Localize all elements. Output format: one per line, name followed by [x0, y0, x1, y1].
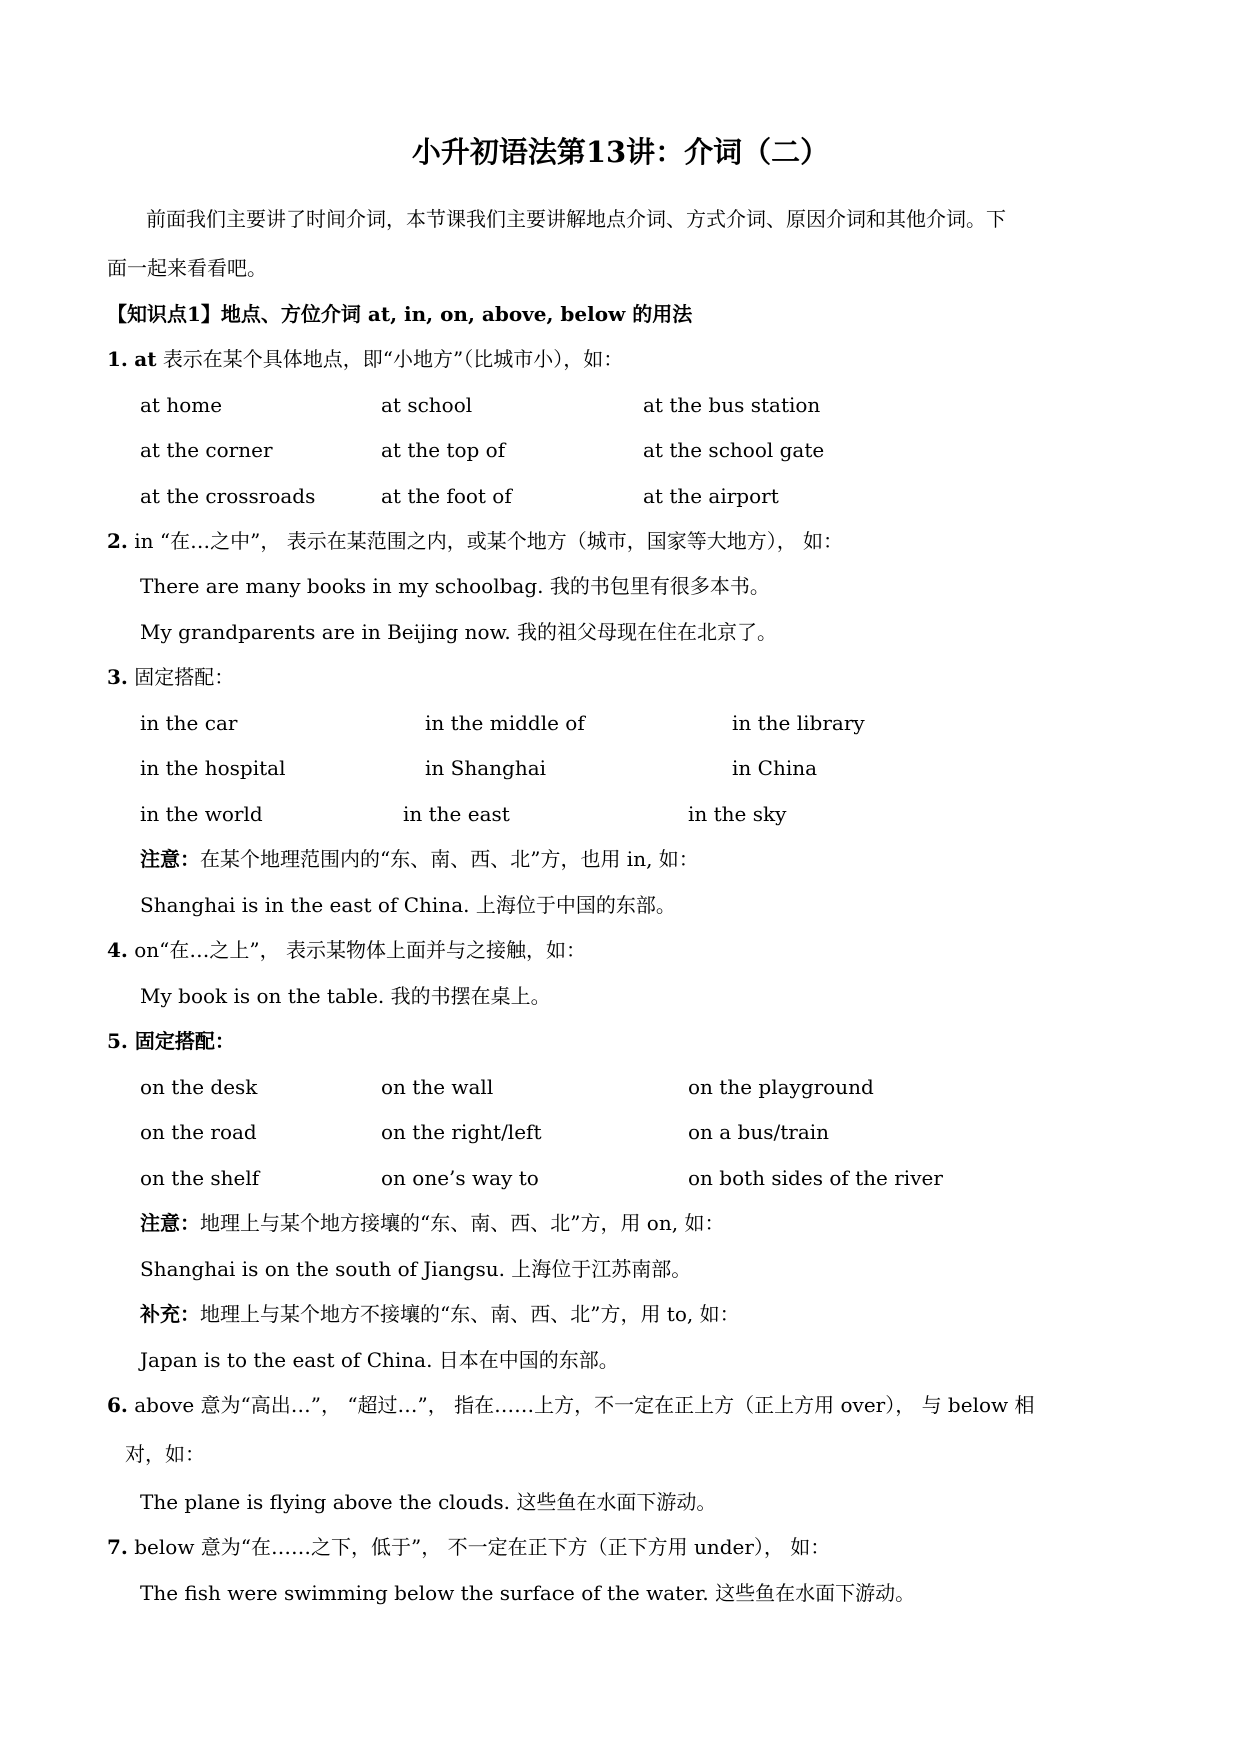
item-1 — [107, 345, 623, 373]
phrase: in the world — [140, 802, 263, 826]
item-number: 3. — [107, 665, 128, 689]
phrase: in the middle of — [425, 711, 585, 735]
supplement — [140, 1300, 740, 1328]
phrase: at the school gate — [643, 438, 825, 462]
item-text: 固定搭配： — [134, 665, 235, 689]
phrase: in the hospital — [140, 756, 286, 780]
phrase: at the top of — [381, 438, 506, 462]
phrase: in the sky — [688, 802, 787, 826]
item-2 — [107, 527, 843, 555]
item-keyword: at — [134, 347, 157, 371]
phrase-row — [0, 391, 1241, 419]
phrase: in China — [732, 756, 818, 780]
phrase: at school — [381, 393, 473, 417]
phrase-row — [0, 1164, 1241, 1192]
note — [140, 1209, 724, 1237]
item-text: below 意为“在……之下，低于”， 不一定在正下方（正下方用 under）， 如： — [134, 1535, 831, 1559]
item-number: 2. — [107, 529, 128, 553]
item-text: 固定搭配： — [134, 1029, 235, 1053]
phrase: on the road — [140, 1120, 257, 1144]
phrase-row — [0, 482, 1241, 510]
phrase: on the wall — [381, 1075, 494, 1099]
item-6 — [107, 1391, 1034, 1419]
note-text: 地理上与某个地方接壤的“东、南、西、北”方，用 on, 如： — [200, 1211, 725, 1235]
note — [140, 845, 699, 873]
phrase: on a bus/train — [688, 1120, 830, 1144]
item-text: in “在…之中”， 表示在某范围之内，或某个地方（城市，国家等大地方）， 如： — [134, 529, 844, 553]
item-4 — [107, 936, 586, 964]
phrase: at the bus station — [643, 393, 821, 417]
phrase: on one’s way to — [381, 1166, 539, 1190]
intro-line-2: 面一起来看看吧。 — [107, 256, 267, 280]
example-sentence: The plane is flying above the clouds. 这些鱼在水面下游动。 — [140, 1490, 717, 1514]
example-sentence: My book is on the table. 我的书摆在桌上。 — [140, 984, 551, 1008]
phrase: on the playground — [688, 1075, 874, 1099]
phrase-row — [0, 1118, 1241, 1146]
supplement-text: 地理上与某个地方不接壤的“东、南、西、北”方，用 to, 如： — [200, 1302, 740, 1326]
note-label: 注意： — [140, 847, 200, 871]
example-sentence: Japan is to the east of China. 日本在中国的东部。 — [140, 1348, 619, 1372]
phrase: in the east — [403, 802, 510, 826]
item-text-continued: 对，如： — [125, 1442, 205, 1466]
item-text: on“在…之上”， 表示某物体上面并与之接触，如： — [134, 938, 586, 962]
item-number: 1. — [107, 347, 128, 371]
note-text: 在某个地理范围内的“东、南、西、北”方，也用 in, 如： — [200, 847, 699, 871]
example-sentence: The fish were swimming below the surface of the water. 这些鱼在水面下游动。 — [140, 1581, 916, 1605]
page-title: 小升初语法第13讲：介词（二） — [411, 135, 830, 169]
phrase: at the airport — [643, 484, 779, 508]
item-text: above 意为“高出…”， “超过…”， 指在……上方，不一定在正上方（正上方用 over）， 与 below 相 — [134, 1393, 1035, 1417]
item-3 — [107, 663, 234, 691]
note-label: 注意： — [140, 1211, 200, 1235]
example-sentence: Shanghai is on the south of Jiangsu. 上海位于江苏南部。 — [140, 1257, 692, 1281]
phrase: on both sides of the river — [688, 1166, 943, 1190]
phrase-row — [0, 800, 1241, 828]
item-number: 4. — [107, 938, 128, 962]
item-number: 5. — [107, 1029, 128, 1053]
phrase-row — [0, 1073, 1241, 1101]
phrase-row — [0, 709, 1241, 737]
phrase: at the crossroads — [140, 484, 316, 508]
example-sentence: Shanghai is in the east of China. 上海位于中国的东部。 — [140, 893, 676, 917]
example-sentence: My grandparents are in Beijing now. 我的祖父母现在住在北京了。 — [140, 620, 778, 644]
intro-line-1: 前面我们主要讲了时间介词，本节课我们主要讲解地点介词、方式介词、原因介词和其他介词。下 — [146, 207, 1006, 231]
phrase: in the car — [140, 711, 238, 735]
item-number: 7. — [107, 1535, 128, 1559]
phrase: at the corner — [140, 438, 273, 462]
phrase: at home — [140, 393, 223, 417]
phrase: on the desk — [140, 1075, 258, 1099]
item-number: 6. — [107, 1393, 128, 1417]
example-sentence: There are many books in my schoolbag. 我的书包里有很多本书。 — [140, 574, 770, 598]
phrase: in Shanghai — [425, 756, 547, 780]
phrase: in the library — [732, 711, 865, 735]
phrase: on the shelf — [140, 1166, 260, 1190]
item-7 — [107, 1533, 830, 1561]
section-heading: 【知识点1】地点、方位介词 at, in, on, above, below 的用法 — [107, 302, 693, 326]
phrase: on the right/left — [381, 1120, 542, 1144]
phrase: at the foot of — [381, 484, 512, 508]
phrase-row — [0, 436, 1241, 464]
item-5 — [107, 1027, 235, 1055]
phrase-row — [0, 754, 1241, 782]
item-text: 表示在某个具体地点，即“小地方”（比城市小），如： — [162, 347, 624, 371]
supplement-label: 补充： — [140, 1302, 200, 1326]
